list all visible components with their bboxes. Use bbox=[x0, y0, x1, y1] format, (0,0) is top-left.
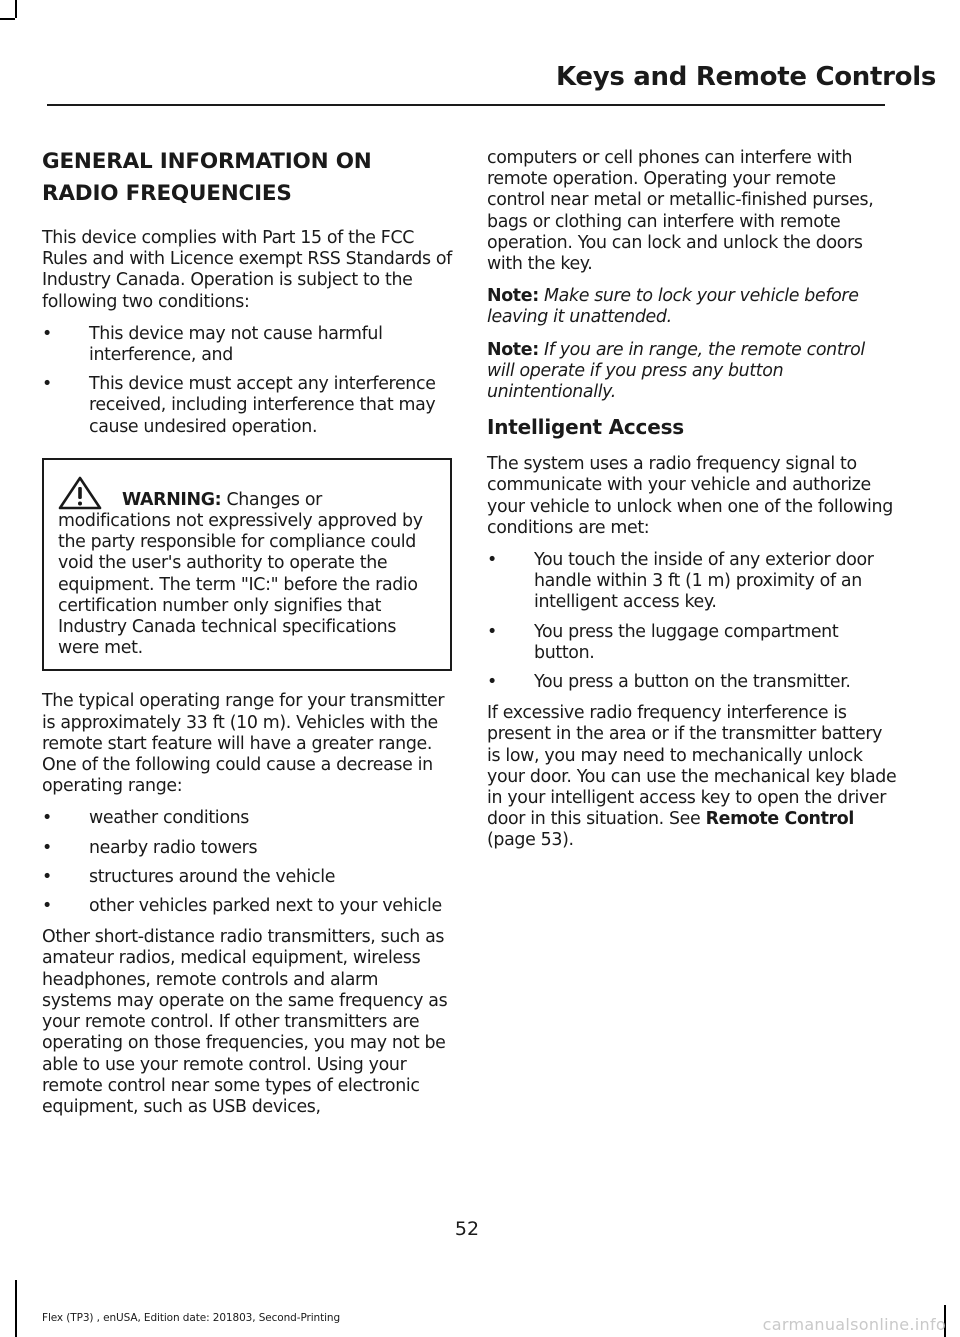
list-item: • You press the luggage compartment button. bbox=[487, 621, 839, 663]
section-heading bbox=[42, 146, 452, 210]
ia-conditions-list bbox=[487, 550, 897, 693]
warning-text: WARNING: Changes or modifications not expressively approved by the party responsible for compliance could void the user's authority to operate the equipment. The term "IC:" before the radio certification number only signifies that Industry Canada technical specifications were met. bbox=[58, 489, 423, 659]
list-item: • structures around the vehicle bbox=[42, 866, 336, 887]
crop-mark bbox=[15, 1280, 17, 1337]
header-rule bbox=[47, 104, 885, 106]
note-label: Note: bbox=[487, 286, 539, 307]
list-item: • You touch the inside of any exterior door handle within 3 ft (1 m) proximity of an intelligent access key. bbox=[487, 550, 874, 613]
interference-paragraph: Other short-distance radio transmitters, such as amateur radios, medical equipment, wireless headphones, remote controls and alarm systems may operate on the same frequency as your remote control. If other transmitters are operating on those frequencies, you may not be able to use your remote control. Using your remote control near some types of electronic equipment, such as USB devices, bbox=[42, 927, 448, 1117]
list-item: • weather conditions bbox=[42, 808, 249, 829]
list-item: • other vehicles parked next to your vehicle bbox=[42, 896, 442, 917]
list-item: • nearby radio towers bbox=[42, 837, 258, 858]
section-heading-line2: RADIO FREQUENCIES bbox=[42, 181, 292, 206]
warning-triangle-icon bbox=[58, 476, 102, 510]
remote-control-reference-link[interactable]: Remote Control bbox=[705, 809, 854, 830]
warning-box bbox=[42, 458, 452, 672]
section-heading-line1: GENERAL INFORMATION ON bbox=[42, 149, 372, 174]
crop-mark bbox=[0, 18, 15, 20]
list-item: • This device may not cause harmful interference, and bbox=[42, 323, 383, 366]
page-number: 52 bbox=[454, 1218, 480, 1240]
conditions-list bbox=[42, 324, 452, 438]
note-label: Note: bbox=[487, 339, 539, 360]
right-column bbox=[487, 148, 897, 863]
subheading-intelligent-access: Intelligent Access bbox=[487, 415, 684, 440]
list-item: • This device must accept any interference received, including interference that may cause undesired operation. bbox=[42, 374, 436, 437]
left-column bbox=[42, 140, 452, 1129]
page-header-title: Keys and Remote Controls bbox=[556, 62, 936, 92]
note-2: Note: If you are in range, the remote control will operate if you press any button unintentionally. bbox=[487, 339, 865, 403]
warning-label: WARNING: bbox=[122, 489, 222, 510]
crop-mark bbox=[15, 0, 17, 18]
list-item: • You press a button on the transmitter. bbox=[487, 672, 851, 693]
note-1: Note: Make sure to lock your vehicle before leaving it unattended. bbox=[487, 286, 859, 328]
intelligent-access-paragraph: The system uses a radio frequency signal to communicate with your vehicle and authorize your vehicle to unlock when one of the following conditions are met: bbox=[487, 454, 893, 538]
range-paragraph: The typical operating range for your transmitter is approximately 33 ft (10 m). Vehicles with the remote start feature will have a greater range. One of the following could cause a decrease in operating range: bbox=[42, 691, 445, 797]
excessive-interference-paragraph: If excessive radio frequency interference is present in the area or if the transmitter battery is low, you may need to mechanically unlock your door. You can use the mechanical key blade in your intelligent access key to open the driver door in this situation. See Remote Control (page 53). bbox=[487, 703, 897, 851]
intro-paragraph: This device complies with Part 15 of the FCC Rules and with Licence exempt RSS Standards of Industry Canada. Operation is subject to the following two conditions: bbox=[42, 228, 452, 312]
footer-edition-info: Flex (TP3) , enUSA, Edition date: 201803, Second-Printing bbox=[42, 1312, 341, 1324]
range-factors-list bbox=[42, 808, 452, 917]
watermark: carmanualsonline.info bbox=[762, 1315, 946, 1334]
continued-paragraph: computers or cell phones can interfere with remote operation. Operating your remote control near metal or metallic-finished purses, bags or clothing can interfere with remote operation. You can lock and unlock the doors with the key. bbox=[487, 148, 874, 275]
